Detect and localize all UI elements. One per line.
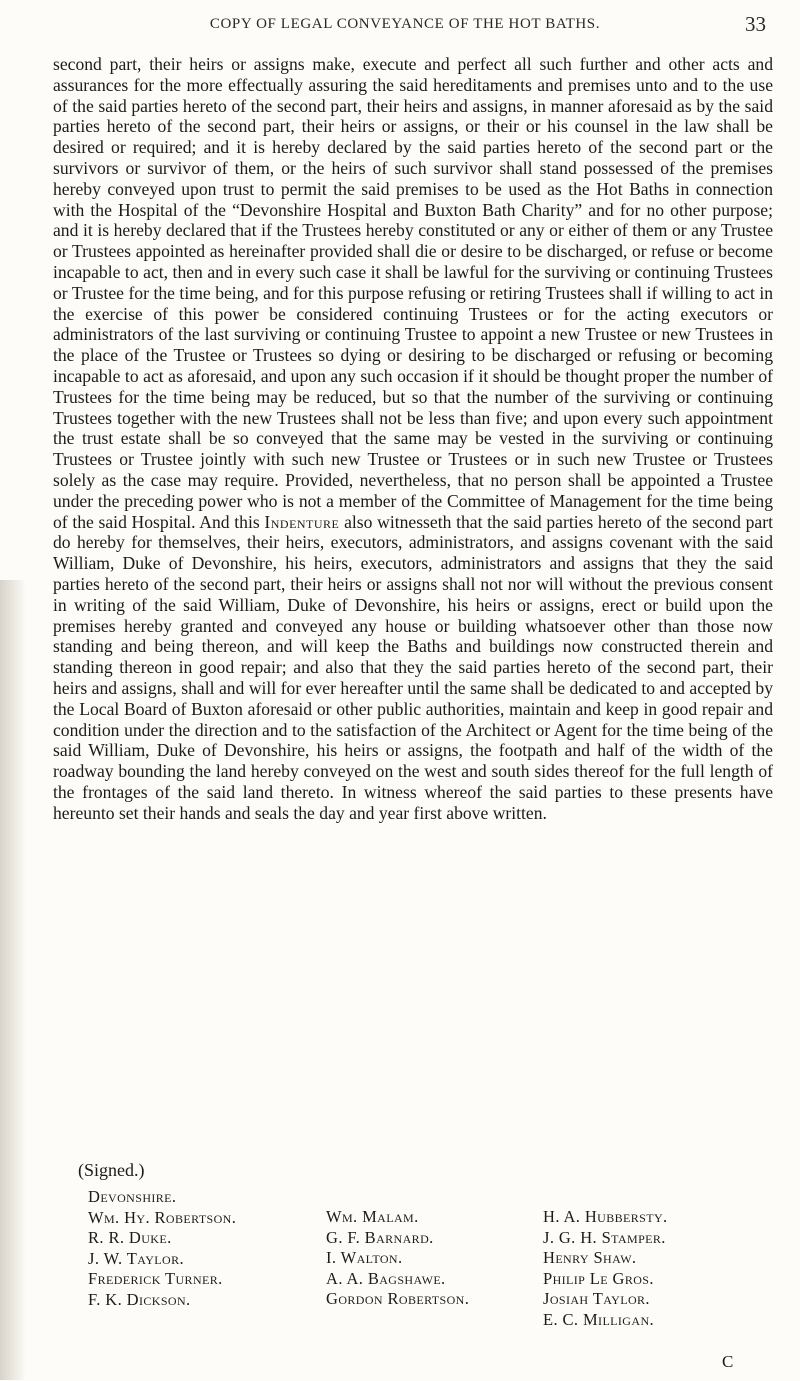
signed-label: (Signed.) bbox=[78, 1160, 145, 1180]
signature-column-1 bbox=[88, 1187, 236, 1311]
signature-column-3 bbox=[543, 1207, 668, 1331]
signatory: R. R. Duke. bbox=[88, 1228, 172, 1248]
signature-column-2 bbox=[326, 1207, 469, 1310]
signatory: Josiah Taylor. bbox=[543, 1289, 650, 1309]
signatory: Philip Le Gros. bbox=[543, 1268, 654, 1288]
signatory: Wm. Hy. Robertson. bbox=[88, 1207, 237, 1227]
signatory: I. Walton. bbox=[326, 1248, 403, 1268]
printer-signature-mark: C bbox=[722, 1352, 734, 1371]
body-paragraph bbox=[53, 54, 773, 823]
running-title: COPY OF LEGAL CONVEYANCE OF THE HOT BATHS. bbox=[209, 16, 601, 32]
signatory: A. A. Bagshawe. bbox=[326, 1268, 446, 1288]
indenture-word: Indenture bbox=[264, 511, 340, 532]
page-number: 33 bbox=[745, 12, 766, 36]
signatory: Gordon Robertson. bbox=[326, 1289, 470, 1309]
binding-shadow bbox=[0, 580, 26, 1380]
signatory: Frederick Turner. bbox=[88, 1269, 223, 1289]
signatory: F. K. Dickson. bbox=[88, 1289, 191, 1309]
signatory: Devonshire. bbox=[88, 1187, 177, 1206]
signatory: Henry Shaw. bbox=[543, 1248, 637, 1268]
signatory: J. W. Taylor. bbox=[88, 1248, 185, 1268]
body-text-part-1: second part, their heirs or assigns make, execute and perfect all such further and other acts and assurances for the more effectually assuring the said hereditaments and premises unto and to the use of the said parties hereto of the second part, their heirs and assigns, in manner aforesaid as by the said parties hereto of the second part, their heirs or assigns, or their or his counsel in the law shall be desired or required; and it is hereby declared by the said parties hereto of the second part or the survivors or survivor of them, or the heirs of such survivor shall stand possessed of the premises hereby conveyed upon trust to permit the said premises to be used as the Hot Baths in connection with the Hospital of the “Devonshire Hospital and Buxton Bath Charity” and for no other purpose; and it is hereby declared that if the Trustees hereby constituted or any or either of them or any Trustee or Trustees appointed as hereinafter provided shall die or desire to be discharged, or refuse or become incapable to act, then and in every such case it shall be lawful for the surviving or continuing Trustees or Trustee for the time being, and for this purpose refusing or retiring Trustees shall if willing to act in the exercise of this power be considered continuing Trustees or for the acting executors or administrators of the last surviving or continuing Trustee to appoint a new Trustee or new Trustees in the place of the Trustee or Trustees so dying or desiring to be discharged or refusing or becoming incapable to act as aforesaid, and upon any such occasion if it should be thought proper the number of Trustees for the time being may be reduced, but so that the number of the surviving or continuing Trustees together with the new Trustees shall not be less than five; and upon every such appointment the trust estate shall be so conveyed that the same may be vested in the surviving or continuing Trustees or Trustee jointly with such new Trustee or Trustees or in such new Trustee or Trustees solely as the case may require. Provided, nevertheless, that no person shall be appointed a Trustee under the preceding power who is not a member of the Committee of Management for the time being of the said Hospital. And this bbox=[53, 54, 773, 532]
body-text-part-2: also witnesseth that the said parties hereto of the second part do hereby for themselves, their heirs, executors, administrators, and assigns covenant with the said William, Duke of Devonshire, his heirs, executors, administrators and assigns that they the said parties hereto of the second part, their heirs or assigns shall not nor will without the previous consent in writing of the said William, Duke of Devonshire, his heirs or assigns, erect or build upon the premises hereby granted and conveyed any house or building whatsoever other than those now standing and being thereon, and will keep the Baths and buildings now constructed therein and standing thereon in good repair; and also that they the said parties hereto of the second part, their heirs and assigns, shall and will for ever hereafter until the same shall be dedicated to and accepted by the Local Board of Buxton aforesaid or other public authorities, maintain and keep in good repair and condition under the direction and to the satisfaction of the Architect or Agent for the time being of the said William, Duke of Devonshire, his heirs or assigns, the footpath and half of the width of the roadway bounding the land hereby conveyed on the west and south sides thereof for the full length of the frontages of the said land thereto. In witness whereof the said parties to these presents have hereunto set their hands and seals the day and year first above written. bbox=[53, 511, 773, 823]
signatory: Wm. Malam. bbox=[326, 1207, 419, 1226]
signatory: J. G. H. Stamper. bbox=[543, 1227, 666, 1247]
signatory: G. F. Barnard. bbox=[326, 1227, 434, 1247]
signatory: E. C. Milligan. bbox=[543, 1309, 655, 1329]
signatory: H. A. Hubbersty. bbox=[543, 1207, 668, 1226]
running-head bbox=[40, 12, 770, 38]
